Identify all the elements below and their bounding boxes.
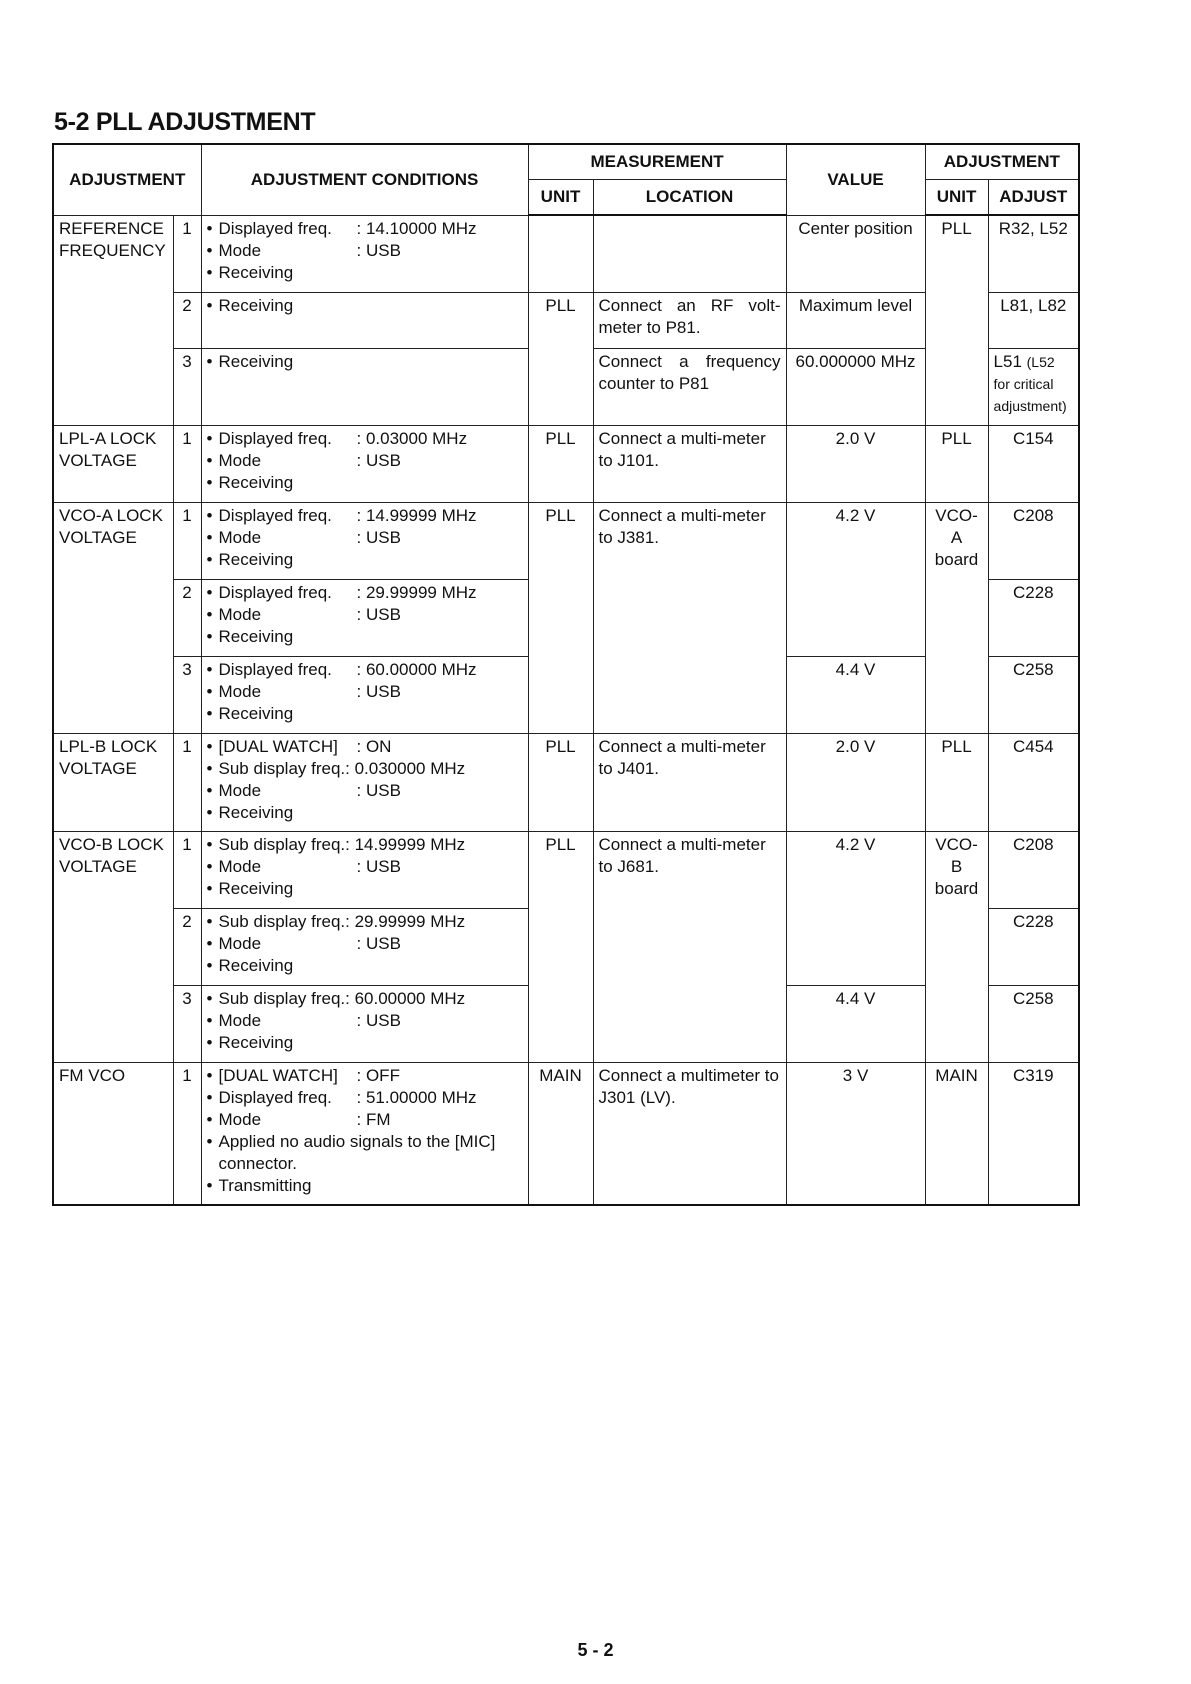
step-number: 1 bbox=[173, 733, 201, 831]
adjust-point: C228 bbox=[988, 579, 1079, 656]
adjust-point-main: L51 bbox=[993, 351, 1022, 371]
conditions-cell: • Receiving bbox=[201, 292, 528, 348]
header-measurement-unit: UNIT bbox=[528, 180, 593, 216]
header-value: VALUE bbox=[786, 144, 925, 215]
value-cell: 3 V bbox=[786, 1062, 925, 1205]
table-row bbox=[53, 215, 1079, 292]
adjust-point: C258 bbox=[988, 985, 1079, 1062]
measurement-unit: PLL bbox=[528, 831, 593, 1062]
step-number: 1 bbox=[173, 215, 201, 292]
adjust-point: C454 bbox=[988, 733, 1079, 831]
conditions-cell: • [DUAL WATCH] : OFF • Displayed freq. : 51.00000 MHz • Mode : FM • Applied no audio signals to the [MIC] connector. • Transmitting bbox=[201, 1062, 528, 1205]
measurement-unit bbox=[528, 215, 593, 292]
adjust-point: C319 bbox=[988, 1062, 1079, 1205]
conditions-cell: • Displayed freq. : 0.03000 MHz • Mode : USB • Receiving bbox=[201, 425, 528, 502]
step-number: 2 bbox=[173, 292, 201, 348]
measurement-unit: PLL bbox=[528, 733, 593, 831]
measurement-location: Connect a frequency counter to P81 bbox=[593, 348, 786, 425]
measurement-unit: PLL bbox=[528, 292, 593, 425]
value-cell: 4.4 V bbox=[786, 985, 925, 1062]
header-adjustment-unit: UNIT bbox=[925, 180, 988, 216]
step-number: 2 bbox=[173, 579, 201, 656]
adjustment-label: FM VCO bbox=[53, 1062, 173, 1205]
step-number: 2 bbox=[173, 908, 201, 985]
measurement-unit: MAIN bbox=[528, 1062, 593, 1205]
step-number: 3 bbox=[173, 985, 201, 1062]
value-cell: 4.2 V bbox=[786, 831, 925, 985]
value-cell: 2.0 V bbox=[786, 733, 925, 831]
conditions-cell: • Displayed freq. : 14.10000 MHz • Mode : USB • Receiving bbox=[201, 215, 528, 292]
step-number: 1 bbox=[173, 425, 201, 502]
step-number: 1 bbox=[173, 1062, 201, 1205]
value-cell: 2.0 V bbox=[786, 425, 925, 502]
adjust-point: C154 bbox=[988, 425, 1079, 502]
table-row bbox=[53, 1062, 1079, 1205]
value-cell: 4.2 V bbox=[786, 502, 925, 656]
adjust-point: C228 bbox=[988, 908, 1079, 985]
measurement-location: Connect a multimeter to J301 (LV). bbox=[593, 1062, 786, 1205]
page-number: 5 - 2 bbox=[577, 1640, 614, 1660]
table-row bbox=[53, 733, 1079, 831]
adjustment-unit: VCO-B board bbox=[925, 831, 988, 1062]
value-cell: Center position bbox=[786, 215, 925, 292]
measurement-location: Connect an RF volt-meter to P81. bbox=[593, 292, 786, 348]
adjustment-unit: VCO-A board bbox=[925, 502, 988, 733]
header-measurement-location: LOCATION bbox=[593, 180, 786, 216]
adjustment-unit: PLL bbox=[925, 733, 988, 831]
conditions-cell: • Receiving bbox=[201, 348, 528, 425]
adjust-point: C208 bbox=[988, 831, 1079, 908]
adjust-point: C208 bbox=[988, 502, 1079, 579]
adjustment-unit: PLL bbox=[925, 215, 988, 425]
adjustment-unit: MAIN bbox=[925, 1062, 988, 1205]
measurement-location: Connect a multi-meter to J681. bbox=[593, 831, 786, 1062]
measurement-location: Connect a multi-meter to J381. bbox=[593, 502, 786, 733]
value-cell: Maximum level bbox=[786, 292, 925, 348]
header-adjustment-group: ADJUSTMENT bbox=[925, 144, 1079, 180]
value-cell: 60.000000 MHz bbox=[786, 348, 925, 425]
conditions-cell: • Displayed freq. : 29.99999 MHz • Mode : USB • Receiving bbox=[201, 579, 528, 656]
adjustment-label: VCO-A LOCK VOLTAGE bbox=[53, 502, 173, 733]
adjustment-label: REFERENCE FREQUENCY bbox=[53, 215, 173, 425]
header-measurement: MEASUREMENT bbox=[528, 144, 786, 180]
header-adjustment: ADJUSTMENT bbox=[53, 144, 201, 215]
measurement-unit: PLL bbox=[528, 502, 593, 733]
adjustment-label: LPL-A LOCK VOLTAGE bbox=[53, 425, 173, 502]
conditions-cell: • Sub display freq.: 29.99999 MHz • Mode : USB • Receiving bbox=[201, 908, 528, 985]
measurement-location: Connect a multi-meter to J101. bbox=[593, 425, 786, 502]
pll-adjustment-table bbox=[52, 143, 1080, 1206]
table-row bbox=[53, 425, 1079, 502]
step-number: 3 bbox=[173, 656, 201, 733]
adjust-point: C258 bbox=[988, 656, 1079, 733]
step-number: 3 bbox=[173, 348, 201, 425]
step-number: 1 bbox=[173, 831, 201, 908]
adjust-point: L81, L82 bbox=[988, 292, 1079, 348]
adjust-point: R32, L52 bbox=[988, 215, 1079, 292]
table-row bbox=[53, 502, 1079, 579]
adjustment-label: LPL-B LOCK VOLTAGE bbox=[53, 733, 173, 831]
adjustment-label: VCO-B LOCK VOLTAGE bbox=[53, 831, 173, 1062]
measurement-unit: PLL bbox=[528, 425, 593, 502]
step-number: 1 bbox=[173, 502, 201, 579]
measurement-location bbox=[593, 215, 786, 292]
adjust-point-note: (L52 for critical adjustment) bbox=[993, 353, 1067, 414]
value-cell: 4.4 V bbox=[786, 656, 925, 733]
measurement-location: Connect a multi-meter to J401. bbox=[593, 733, 786, 831]
conditions-cell: • Displayed freq. : 60.00000 MHz • Mode : USB • Receiving bbox=[201, 656, 528, 733]
adjustment-unit: PLL bbox=[925, 425, 988, 502]
page-title: 5-2 PLL ADJUSTMENT bbox=[54, 108, 316, 136]
conditions-cell: • Displayed freq. : 14.99999 MHz • Mode : USB • Receiving bbox=[201, 502, 528, 579]
conditions-cell: • Sub display freq.: 60.00000 MHz • Mode : USB • Receiving bbox=[201, 985, 528, 1062]
header-adjustment-conditions: ADJUSTMENT CONDITIONS bbox=[201, 144, 528, 215]
header-adjustment-adjust: ADJUST bbox=[988, 180, 1079, 216]
conditions-cell: • Sub display freq.: 14.99999 MHz • Mode : USB • Receiving bbox=[201, 831, 528, 908]
adjust-point bbox=[988, 348, 1079, 425]
table-row bbox=[53, 831, 1079, 908]
conditions-cell: • [DUAL WATCH] : ON • Sub display freq.: 0.030000 MHz • Mode : USB • Receiving bbox=[201, 733, 528, 831]
